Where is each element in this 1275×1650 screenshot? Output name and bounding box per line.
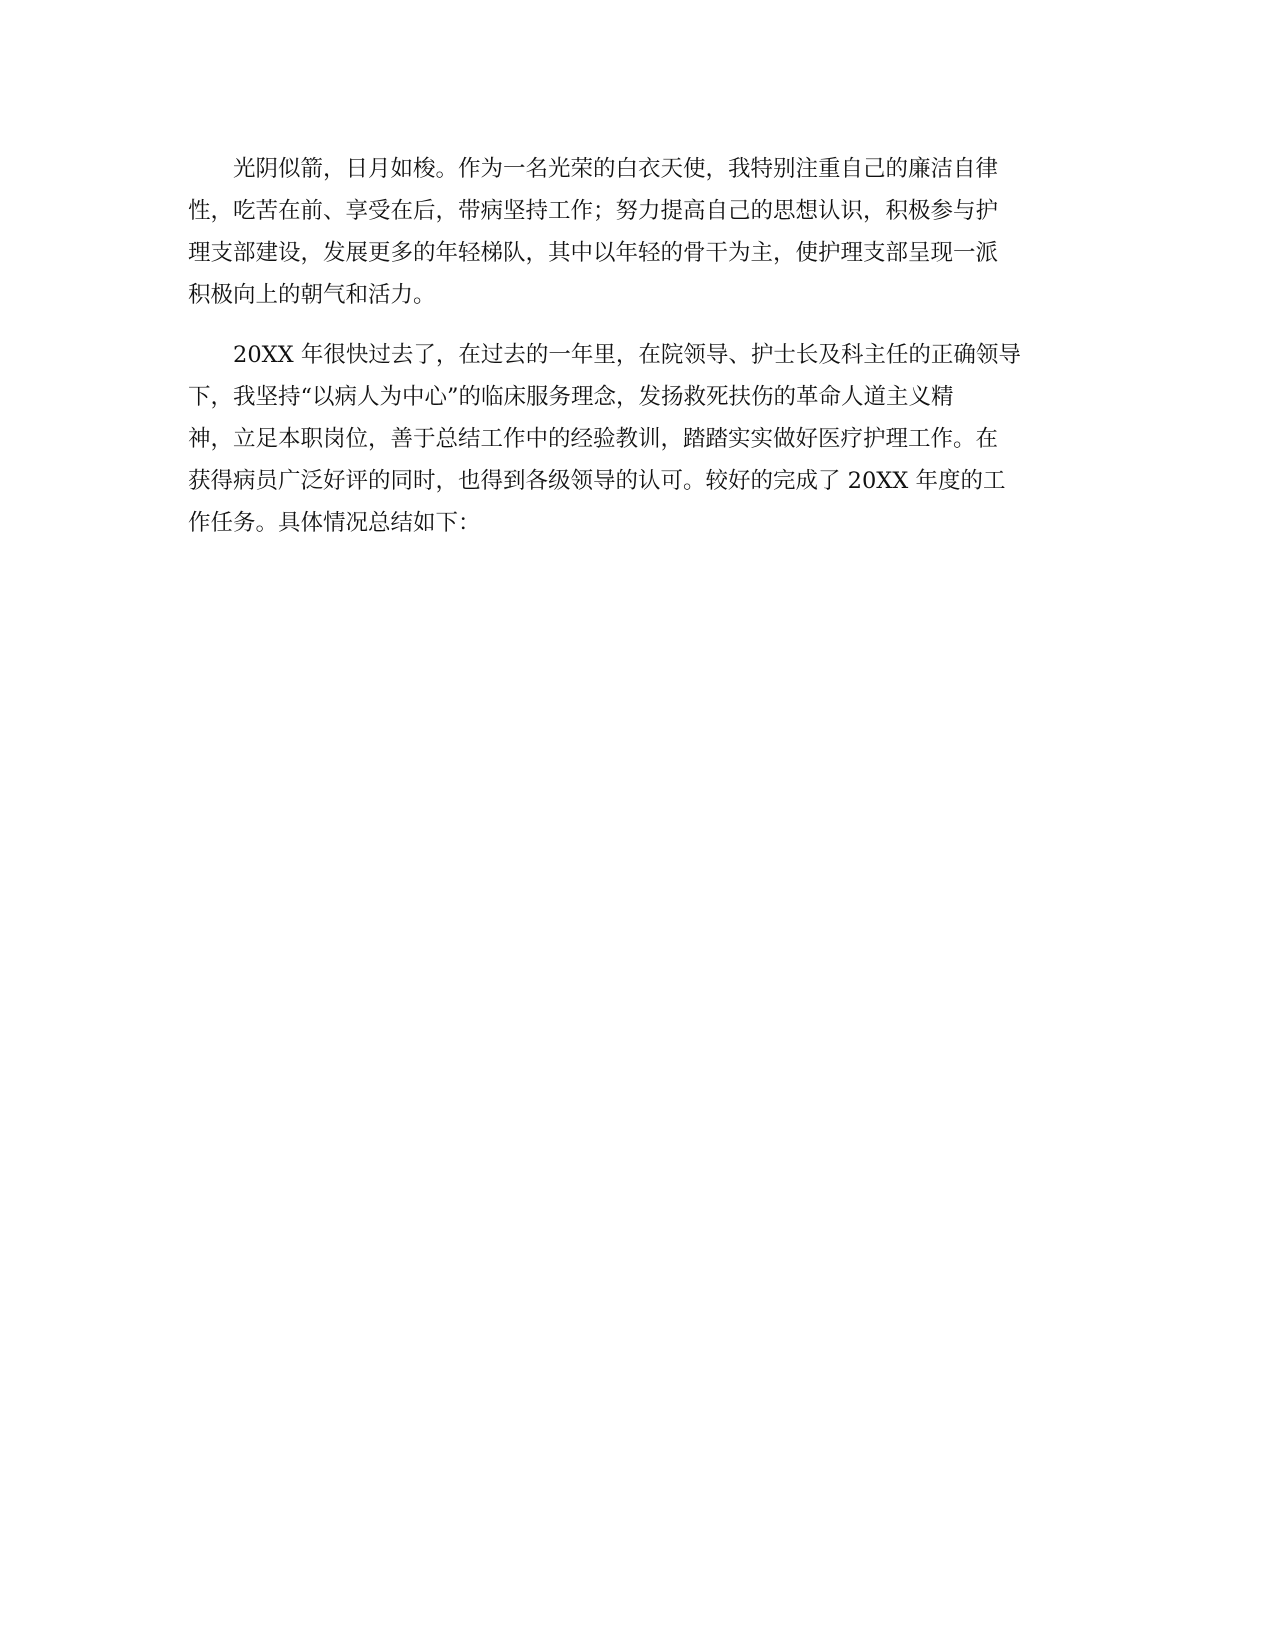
paragraph-line: 积极向上的朝气和活力。 [188, 282, 436, 308]
paragraph-1 [188, 148, 1088, 316]
paragraph-line: 理支部建设，发展更多的年轻梯队，其中以年轻的骨干为主，使护理支部呈现一派 [188, 240, 999, 266]
paragraph-line: 作任务。具体情况总结如下： [188, 510, 481, 536]
document-body [188, 148, 1088, 544]
paragraph-line: 神，立足本职岗位，善于总结工作中的经验教训，踏踏实实做好医疗护理工作。在 [188, 426, 999, 452]
paragraph-2 [188, 334, 1088, 544]
paragraph-line: 光阴似箭，日月如梭。作为一名光荣的白衣天使，我特别注重自己的廉洁自律 [188, 156, 999, 182]
paragraph-line: 20XX 年很快过去了，在过去的一年里，在院领导、护士长及科主任的正确领导 [188, 342, 1021, 368]
paragraph-line: 性，吃苦在前、享受在后，带病坚持工作；努力提高自己的思想认识，积极参与护 [188, 198, 999, 224]
paragraph-line: 下，我坚持“以病人为中心”的临床服务理念，发扬救死扶伤的革命人道主义精 [188, 384, 954, 410]
paragraph-line: 获得病员广泛好评的同时，也得到各级领导的认可。较好的完成了 20XX 年度的工 [188, 468, 1006, 494]
paragraph-spacing [188, 316, 1088, 334]
